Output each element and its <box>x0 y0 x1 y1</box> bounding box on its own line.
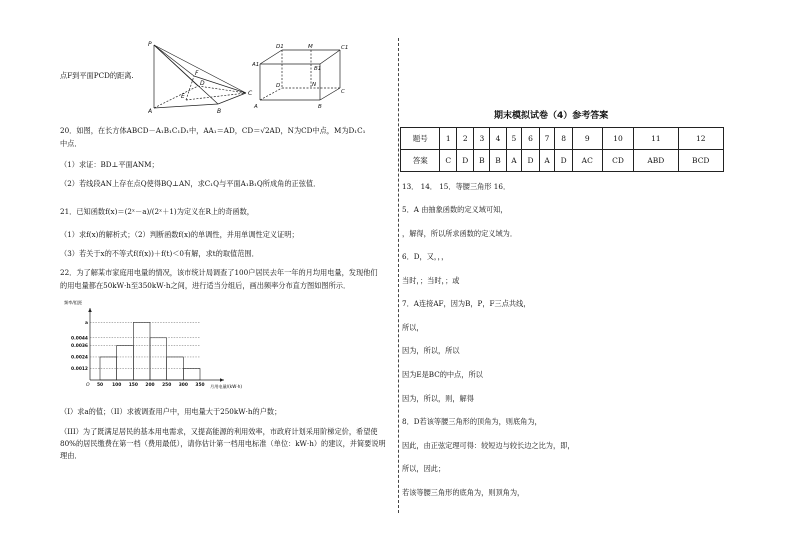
histogram-x-tick-label: 250 <box>162 383 172 388</box>
histogram-bar <box>133 322 150 380</box>
solution-line: 所以，因此； <box>402 464 446 473</box>
answer-cell: D <box>555 150 572 172</box>
histogram-x-tick-label: 50 <box>96 383 104 388</box>
answer-cell: A <box>506 150 522 172</box>
answer-table-number-row <box>401 128 724 150</box>
cuboid-label-a: A <box>254 104 258 110</box>
solution-line: 当时，；当时，；或 <box>402 276 460 285</box>
histogram-origin-label: O <box>86 383 90 388</box>
q19-tail-text: 点F到平面PCD的距离. <box>60 71 134 80</box>
q20-part2: （2）若线段AN上存在点Q使得BQ⊥AN，求C₁Q与平面A₁B₁Q所成角的正弦值． <box>60 179 321 188</box>
histogram-y-tick-label: 0.0036 <box>71 344 88 350</box>
answer-header: 答案 <box>401 150 440 172</box>
q22-line2: 的用电量都在50kW·h至350kW·h之间，进行适当分组后，画出频率分布直方图如图所示． <box>60 281 351 290</box>
cuboid-label-a1: A1 <box>252 62 260 68</box>
number-cell: 10 <box>602 128 633 150</box>
number-cell: 9 <box>572 128 602 150</box>
q21-part2: （3）若关于x的不等式f(f(x))＋f(t)＜0有解，求t的取值范围． <box>60 249 259 258</box>
histogram-x-tick-label: 200 <box>145 383 155 388</box>
histogram-y-tick-label: 0.0012 <box>71 367 88 373</box>
solution-line: 6．D，又，，， <box>402 252 449 261</box>
number-cell: 4 <box>490 128 506 150</box>
number-header: 题号 <box>401 128 440 150</box>
solution-line: 因为E是BC的中点，所以 <box>402 370 483 379</box>
histogram-x-tick-label: 150 <box>128 383 138 388</box>
histogram-x-tick-label: 300 <box>178 383 188 388</box>
solution-line: 8．D若该等腰三角形的顶角为，则底角为， <box>402 417 542 426</box>
number-cell: 5 <box>506 128 522 150</box>
answer-cell: B <box>490 150 506 172</box>
answer-cell: BCD <box>678 150 724 172</box>
answer-table-answer-row <box>401 150 724 172</box>
q22-part2-l3: 理由． <box>60 451 82 460</box>
histogram-y-arrow <box>88 308 92 312</box>
cuboid-label-m: M <box>308 44 313 50</box>
solution-line: 13． 14． 15．等腰三角形 16． <box>402 182 511 191</box>
histogram-bar <box>150 338 167 380</box>
answer-cell: C <box>440 150 457 172</box>
histogram-y-tick-label: 0.0024 <box>71 355 88 361</box>
q21-line1: 21．已知函数f(x)＝(2ˣ－a)/(2ˣ＋1)为定义在R上的奇函数， <box>60 207 254 216</box>
pyramid-label-d: D <box>200 80 205 87</box>
solution-line: 因为，所以，则，解得 <box>402 394 474 403</box>
cuboid-label-b: B <box>318 104 322 110</box>
histogram-chart <box>60 296 250 398</box>
histogram-y-tick-label: 0.0044 <box>71 336 88 342</box>
cuboid-label-c: C <box>341 89 345 95</box>
histogram-ylabel: 频率/组距 <box>64 300 83 305</box>
solution-line: 若该等腰三角形的底角为，则顶角为， <box>402 488 525 497</box>
pyramid-label-f: F <box>195 70 199 77</box>
pyramid-label-a: A <box>148 108 153 115</box>
histogram-y-tick-label: a <box>85 321 88 326</box>
solution-line: 因为，所以，所以 <box>402 346 460 355</box>
number-cell: 6 <box>522 128 539 150</box>
solution-line: 所以， <box>402 323 424 332</box>
number-cell: 7 <box>539 128 555 150</box>
answer-cell: B <box>474 150 490 172</box>
number-cell: 12 <box>678 128 724 150</box>
answer-cell: ABD <box>634 150 678 172</box>
cuboid-label-d1: D1 <box>276 44 284 50</box>
pyramid-label-b: B <box>217 108 222 115</box>
histogram-x-arrow <box>220 378 224 382</box>
answer-cell: D <box>457 150 474 172</box>
number-cell: 8 <box>555 128 572 150</box>
pyramid-label-p: P <box>148 41 152 48</box>
histogram-bar <box>100 357 117 380</box>
histogram-bar <box>183 368 200 380</box>
cuboid-label-b1: B1 <box>314 66 322 72</box>
column-divider <box>398 38 399 513</box>
pyramid-label-c: C <box>248 90 253 97</box>
cuboid-label-n: N <box>312 82 317 88</box>
answer-key-title: 期末模拟试卷（4）参考答案 <box>494 111 609 121</box>
q20-line2: 中点． <box>60 139 82 148</box>
answer-table <box>400 127 724 172</box>
number-cell: 3 <box>474 128 490 150</box>
answer-cell: A <box>539 150 555 172</box>
q22-line1: 22．为了解某市家庭用电量的情况，该市统计局调查了100户居民去年一年的月均用电量，发现他们 <box>60 268 378 277</box>
q22-part2-l2: 80%的居民缴费在第一档（费用最低），请你估计第一档用电标准（单位：kW·h）的建议，并简要说明 <box>60 439 386 448</box>
answer-cell: AC <box>572 150 602 172</box>
q20-line1: 20．如图，在长方体ABCD－A₁B₁C₁D₁中，AA₁＝AD，CD＝√2AD，N为CD中点，M为D₁C₁ <box>60 126 366 135</box>
solution-line: ，解得，所以所求函数的定义域为． <box>402 229 518 238</box>
histogram-bar <box>117 345 134 380</box>
solution-line: 7．A连接AF，因为B，P，F三点共线， <box>402 299 531 308</box>
q22-part2-l1: （III）为了既满足居民的基本用电需求，又提高能源的利用效率，市政府计划采用阶梯定价，希望使 <box>60 427 378 436</box>
solution-line: 5．A 由抽象函数的定义域可知， <box>402 205 508 214</box>
cuboid-figure <box>252 42 348 114</box>
histogram-xlabel: 月用电量/(kW·h) <box>210 384 242 389</box>
answer-cell: CD <box>602 150 633 172</box>
solution-line: 因此，由正弦定理可得：较短边与较长边之比为，即， <box>402 441 575 450</box>
cuboid-label-c1: C1 <box>341 45 348 51</box>
answer-cell: D <box>522 150 539 172</box>
q20-part1: （1）求证：BD⊥平面ANM； <box>60 160 159 169</box>
histogram-x-tick-label: 350 <box>195 383 205 388</box>
q22-part1: （I）求a的值；（II）求被调查用户中，用电量大于250kW·h的户数； <box>60 407 282 416</box>
number-cell: 11 <box>634 128 678 150</box>
number-cell: 1 <box>440 128 457 150</box>
cuboid-label-d: D <box>276 83 281 89</box>
pyramid-figure <box>148 38 256 116</box>
number-cell: 2 <box>457 128 474 150</box>
histogram-x-tick-label: 100 <box>112 383 122 388</box>
q21-part1: （1）求f(x)的解析式；（2）判断函数f(x)的单调性，并用单调性定义证明； <box>60 230 299 239</box>
pyramid-label-e: E <box>181 93 185 100</box>
